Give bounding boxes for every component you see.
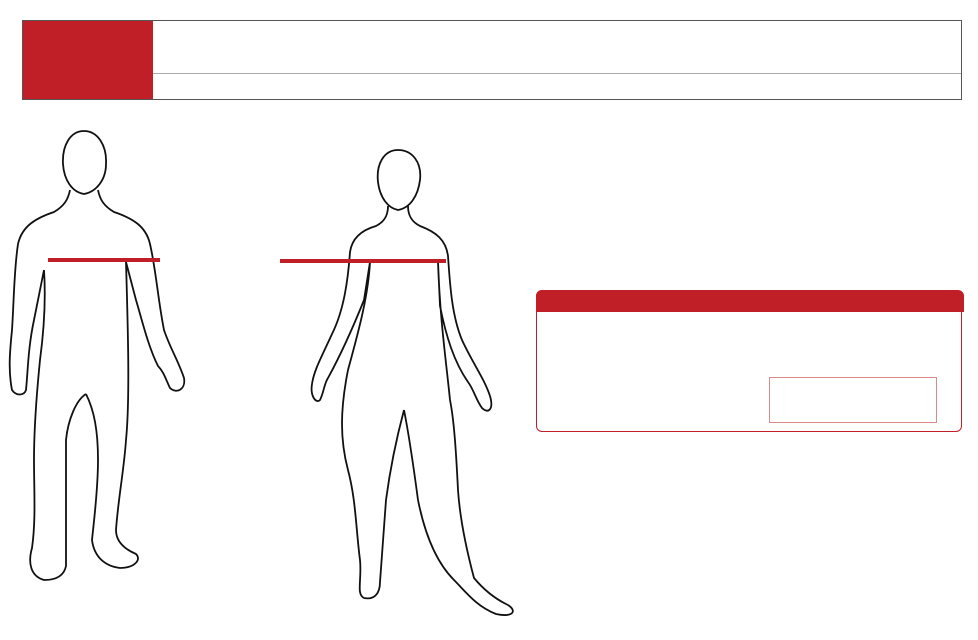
measurement-card — [536, 290, 962, 432]
card-header — [536, 290, 964, 312]
female-figure-outline — [312, 150, 513, 615]
combination-note — [769, 377, 937, 423]
male-figure-outline — [10, 131, 185, 580]
